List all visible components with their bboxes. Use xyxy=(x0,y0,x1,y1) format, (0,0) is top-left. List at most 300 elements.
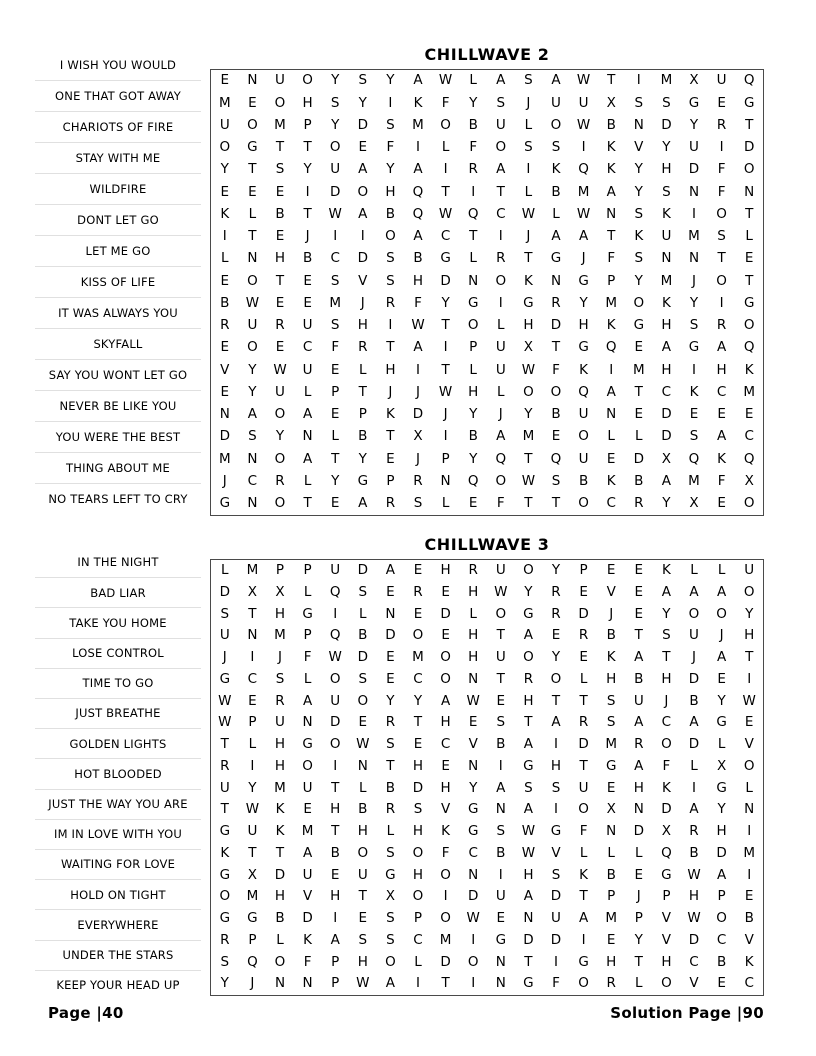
grid-cell: P xyxy=(303,562,312,579)
grid-cell: C xyxy=(247,472,258,489)
grid-cell: I xyxy=(416,361,420,378)
grid-cell: Y xyxy=(220,975,229,992)
grid-cell: A xyxy=(661,472,672,489)
grid-cell: I xyxy=(581,931,586,948)
grid-cell: E xyxy=(413,736,423,753)
grid-cell: N xyxy=(247,450,258,467)
grid-cell: O xyxy=(329,670,341,687)
grid-cell: E xyxy=(551,627,561,644)
grid-cell: A xyxy=(523,801,534,818)
grid-cell: S xyxy=(358,931,368,948)
grid-cell: U xyxy=(219,779,230,796)
grid-cell: E xyxy=(330,495,340,512)
grid-cell: E xyxy=(386,450,395,467)
grid-cell: E xyxy=(717,670,726,687)
grid-cell: K xyxy=(606,317,616,334)
grid-cell: T xyxy=(386,428,395,445)
grid-cell: G xyxy=(523,294,534,311)
grid-cell: M xyxy=(660,72,673,89)
grid-cell: H xyxy=(744,627,755,644)
grid-cell: M xyxy=(522,428,535,445)
grid-cell: S xyxy=(275,161,285,178)
grid-cell: I xyxy=(498,866,503,883)
grid-cell: M xyxy=(605,736,618,753)
grid-cell: L xyxy=(717,562,726,579)
grid-cell: H xyxy=(661,317,672,334)
grid-cell: N xyxy=(744,183,755,200)
grid-cell: E xyxy=(220,383,230,400)
grid-cell: N xyxy=(247,627,258,644)
grid-cell: X xyxy=(661,823,672,840)
grid-cell: O xyxy=(495,472,507,489)
grid-cell: S xyxy=(551,866,561,883)
grid-cell: S xyxy=(386,910,395,927)
grid-cell: D xyxy=(550,317,562,334)
grid-cell: D xyxy=(688,670,700,687)
grid-cell: S xyxy=(689,317,699,334)
word-list-item: IT WAS ALWAYS YOU xyxy=(35,297,201,328)
grid-cell: T xyxy=(303,495,312,512)
grid-cell: E xyxy=(744,250,754,267)
grid-cell: U xyxy=(302,866,313,883)
grid-cell: H xyxy=(357,823,368,840)
grid-cell: G xyxy=(605,757,617,774)
grid-cell: S xyxy=(662,94,671,111)
grid-cell: F xyxy=(717,472,726,489)
grid-cell: H xyxy=(468,583,479,600)
grid-cell: W xyxy=(273,361,287,378)
grid-cell: E xyxy=(220,339,230,356)
puzzle-title: CHILLWAVE 3 xyxy=(424,535,550,554)
grid-cell: U xyxy=(578,450,589,467)
grid-cell: Y xyxy=(662,495,671,512)
grid-cell: G xyxy=(467,823,479,840)
grid-cell: Y xyxy=(662,605,671,622)
grid-cell: T xyxy=(745,649,754,666)
grid-cell: B xyxy=(689,692,699,709)
grid-cell: S xyxy=(330,272,340,289)
grid-cell: G xyxy=(495,931,507,948)
grid-cell: A xyxy=(578,910,589,927)
grid-cell: J xyxy=(360,294,365,311)
grid-cell: V xyxy=(661,910,672,927)
grid-cell: E xyxy=(468,495,478,512)
grid-cell: A xyxy=(385,975,396,992)
word-list-item: CHARIOTS OF FIRE xyxy=(35,111,201,142)
grid-cell: H xyxy=(440,562,451,579)
grid-cell: M xyxy=(439,931,452,948)
grid-cell: T xyxy=(303,139,312,156)
grid-cell: O xyxy=(440,649,451,666)
grid-cell: M xyxy=(660,272,673,289)
grid-cell: T xyxy=(331,450,340,467)
grid-cell: L xyxy=(717,736,726,753)
grid-cell: D xyxy=(661,116,672,133)
grid-cell: I xyxy=(250,757,255,774)
grid-cell: S xyxy=(662,183,671,200)
grid-cell: J xyxy=(305,228,310,245)
grid-cell: M xyxy=(301,823,314,840)
grid-cell: C xyxy=(440,228,451,245)
grid-cell: B xyxy=(358,801,368,818)
grid-cell: G xyxy=(716,714,727,731)
grid-cell: T xyxy=(220,801,229,818)
grid-cell: K xyxy=(634,228,644,245)
grid-cell: L xyxy=(359,361,367,378)
word-list-item: SKYFALL xyxy=(35,328,201,359)
grid-cell: E xyxy=(496,692,506,709)
grid-cell: B xyxy=(551,183,561,200)
word-list-item: NO TEARS LEFT TO CRY xyxy=(35,483,201,514)
grid-cell: L xyxy=(221,562,229,579)
grid-cell: E xyxy=(220,72,230,89)
grid-cell: L xyxy=(745,779,753,796)
grid-cell: B xyxy=(606,627,616,644)
grid-cell: J xyxy=(416,383,420,400)
grid-cell: O xyxy=(440,866,451,883)
grid-cell: G xyxy=(357,472,369,489)
grid-cell: A xyxy=(413,339,423,356)
grid-cell: E xyxy=(634,406,644,423)
grid-cell: Y xyxy=(634,161,643,178)
grid-cell: O xyxy=(523,383,534,400)
grid-cell: K xyxy=(523,272,533,289)
grid-cell: A xyxy=(634,649,644,666)
grid-cell: T xyxy=(551,495,561,512)
grid-cell: A xyxy=(302,406,313,423)
grid-cell: L xyxy=(469,361,477,378)
grid-cell: R xyxy=(275,472,285,489)
grid-cell: D xyxy=(688,161,700,178)
grid-cell: G xyxy=(523,975,534,992)
word-list-chillwave-2 xyxy=(35,50,201,514)
grid-cell: D xyxy=(523,931,534,948)
grid-cell: R xyxy=(551,294,561,311)
grid-cell: N xyxy=(219,406,230,423)
grid-cell: I xyxy=(471,975,476,992)
grid-cell: A xyxy=(385,562,396,579)
grid-cell: O xyxy=(495,272,507,289)
grid-cell: T xyxy=(413,714,423,731)
grid-cell: K xyxy=(661,294,671,311)
grid-cell: P xyxy=(331,953,340,970)
grid-cell: Y xyxy=(551,649,561,666)
grid-cell: I xyxy=(498,294,503,311)
grid-cell: V xyxy=(468,736,478,753)
grid-cell: I xyxy=(581,139,586,156)
grid-cell: C xyxy=(496,205,506,222)
grid-cell: C xyxy=(744,975,754,992)
grid-cell: W xyxy=(521,823,536,840)
grid-cell: A xyxy=(496,428,506,445)
grid-cell: H xyxy=(523,692,534,709)
grid-cell: B xyxy=(634,472,644,489)
grid-cell: Q xyxy=(495,450,507,467)
grid-cell: Q xyxy=(578,383,589,400)
grid-cell: D xyxy=(412,406,424,423)
grid-cell: O xyxy=(467,317,479,334)
grid-cell: C xyxy=(247,670,258,687)
grid-cell: E xyxy=(248,183,257,200)
grid-cell: A xyxy=(523,888,534,905)
grid-cell: Y xyxy=(634,272,643,289)
word-list-item: YOU WERE THE BEST xyxy=(35,421,201,452)
grid-cell: H xyxy=(274,757,286,774)
grid-cell: P xyxy=(579,562,588,579)
grid-cell: C xyxy=(468,844,478,861)
grid-cell: S xyxy=(358,583,368,600)
grid-cell: R xyxy=(551,605,561,622)
grid-cell: P xyxy=(331,383,340,400)
grid-cell: T xyxy=(607,72,616,89)
grid-cell: M xyxy=(743,383,756,400)
grid-cell: J xyxy=(692,272,696,289)
grid-cell: P xyxy=(303,116,312,133)
grid-cell: T xyxy=(358,383,367,400)
grid-cell: T xyxy=(524,495,533,512)
grid-cell: G xyxy=(219,495,231,512)
grid-cell: E xyxy=(275,183,285,200)
grid-cell: X xyxy=(661,450,672,467)
grid-cell: O xyxy=(523,562,534,579)
grid-cell: D xyxy=(274,866,286,883)
grid-cell: G xyxy=(302,736,313,753)
grid-cell: O xyxy=(274,94,286,111)
grid-cell: K xyxy=(579,866,589,883)
grid-cell: L xyxy=(524,116,533,133)
grid-cell: I xyxy=(719,294,724,311)
grid-cell: T xyxy=(275,844,285,861)
grid-cell: C xyxy=(606,495,616,512)
grid-cell: A xyxy=(413,72,423,89)
grid-cell: S xyxy=(634,205,644,222)
grid-cell: O xyxy=(743,583,755,600)
grid-cell: M xyxy=(218,94,231,111)
grid-cell: T xyxy=(441,317,450,334)
grid-cell: I xyxy=(360,228,365,245)
grid-cell: G xyxy=(467,294,479,311)
grid-cell: I xyxy=(443,428,448,445)
grid-cell: O xyxy=(743,161,755,178)
grid-cell: V xyxy=(634,139,644,156)
grid-cell: T xyxy=(634,383,643,400)
grid-cell: J xyxy=(222,649,227,666)
grid-cell: G xyxy=(302,605,313,622)
grid-cell: E xyxy=(468,714,478,731)
grid-cell: I xyxy=(416,139,420,156)
grid-cell: B xyxy=(496,736,506,753)
grid-cell: Y xyxy=(441,294,450,311)
grid-cell: W xyxy=(411,317,425,334)
grid-cell: S xyxy=(386,116,395,133)
grid-cell: E xyxy=(606,931,616,948)
grid-cell: O xyxy=(329,736,341,753)
letter-grid-chillwave-2 xyxy=(210,69,764,516)
grid-cell: X xyxy=(606,94,616,111)
grid-cell: E xyxy=(441,627,450,644)
grid-cell: S xyxy=(551,472,561,489)
grid-cell: I xyxy=(416,975,420,992)
grid-cell: H xyxy=(606,953,617,970)
grid-cell: N xyxy=(495,801,506,818)
grid-cell: E xyxy=(744,714,754,731)
grid-cell: L xyxy=(248,205,257,222)
word-list-item: UNDER THE STARS xyxy=(35,940,201,970)
grid-cell: O xyxy=(357,183,369,200)
grid-cell: W xyxy=(328,205,342,222)
grid-cell: S xyxy=(634,94,644,111)
grid-cell: I xyxy=(333,228,338,245)
grid-cell: N xyxy=(606,406,617,423)
grid-cell: W xyxy=(576,205,591,222)
grid-cell: H xyxy=(357,953,368,970)
grid-cell: U xyxy=(275,714,285,731)
grid-cell: P xyxy=(413,910,423,927)
grid-cell: T xyxy=(441,361,450,378)
grid-cell: S xyxy=(634,250,644,267)
grid-cell: R xyxy=(551,583,561,600)
grid-cell: E xyxy=(275,339,285,356)
grid-cell: O xyxy=(302,757,313,774)
grid-cell: K xyxy=(744,953,754,970)
grid-cell: H xyxy=(302,94,313,111)
grid-cell: D xyxy=(357,649,368,666)
grid-cell: S xyxy=(220,605,230,622)
grid-cell: G xyxy=(550,250,562,267)
grid-cell: U xyxy=(357,866,368,883)
grid-cell: U xyxy=(330,692,341,709)
grid-cell: T xyxy=(275,272,285,289)
grid-cell: H xyxy=(716,823,727,840)
grid-cell: D xyxy=(440,605,451,622)
grid-cell: T xyxy=(441,183,450,200)
grid-cell: O xyxy=(578,495,589,512)
grid-cell: U xyxy=(247,317,258,334)
grid-cell: F xyxy=(552,361,560,378)
grid-cell: U xyxy=(495,888,506,905)
word-list-item: IN THE NIGHT xyxy=(77,555,159,570)
grid-cell: L xyxy=(635,428,643,445)
grid-cell: B xyxy=(330,844,340,861)
grid-cell: M xyxy=(688,228,700,245)
grid-cell: N xyxy=(606,205,617,222)
grid-cell: A xyxy=(496,779,506,796)
grid-cell: E xyxy=(248,692,257,709)
grid-cell: R xyxy=(413,472,423,489)
grid-cell: T xyxy=(248,605,257,622)
grid-cell: D xyxy=(661,428,672,445)
grid-cell: V xyxy=(689,975,699,992)
grid-cell: O xyxy=(247,116,258,133)
grid-cell: D xyxy=(467,888,479,905)
grid-cell: V xyxy=(744,931,754,948)
grid-cell: Y xyxy=(358,94,367,111)
grid-cell: L xyxy=(359,605,367,622)
word-list-item: HOLD ON TIGHT xyxy=(35,879,201,909)
grid-cell: T xyxy=(634,627,643,644)
grid-cell: Y xyxy=(689,294,699,311)
grid-cell: O xyxy=(743,495,755,512)
grid-cell: U xyxy=(661,228,672,245)
grid-cell: O xyxy=(633,294,645,311)
grid-cell: L xyxy=(414,953,422,970)
grid-cell: Q xyxy=(743,450,755,467)
grid-cell: L xyxy=(579,844,588,861)
puzzle-section-chillwave-2 xyxy=(210,45,764,516)
grid-cell: P xyxy=(275,562,285,579)
grid-cell: G xyxy=(661,866,672,883)
grid-cell: D xyxy=(219,583,230,600)
grid-cell: S xyxy=(386,844,395,861)
grid-cell: S xyxy=(524,72,533,89)
grid-cell: R xyxy=(385,714,396,731)
grid-cell: W xyxy=(466,910,480,927)
grid-cell: C xyxy=(661,383,672,400)
grid-cell: A xyxy=(661,583,672,600)
grid-cell: R xyxy=(634,495,644,512)
grid-cell: D xyxy=(302,910,313,927)
grid-cell: C xyxy=(302,339,313,356)
grid-cell: H xyxy=(661,161,672,178)
grid-cell: Y xyxy=(331,472,340,489)
grid-cell: A xyxy=(358,205,368,222)
grid-cell: F xyxy=(662,757,671,774)
grid-cell: L xyxy=(303,670,312,687)
grid-cell: H xyxy=(440,714,451,731)
grid-cell: L xyxy=(441,139,450,156)
word-list-item: KISS OF LIFE xyxy=(35,266,201,297)
word-list-item: JUST BREATHE xyxy=(35,698,201,728)
grid-cell: B xyxy=(302,250,313,267)
grid-cell: T xyxy=(524,953,533,970)
grid-cell: W xyxy=(438,72,453,89)
grid-cell: L xyxy=(221,250,229,267)
grid-cell: X xyxy=(247,866,258,883)
grid-cell: D xyxy=(661,406,672,423)
grid-cell: B xyxy=(413,250,423,267)
grid-cell: E xyxy=(606,562,616,579)
word-list-item: STAY WITH ME xyxy=(35,142,201,173)
grid-cell: N xyxy=(302,714,313,731)
grid-cell: E xyxy=(579,583,588,600)
grid-cell: E xyxy=(689,406,699,423)
grid-cell: O xyxy=(357,844,369,861)
grid-cell: X xyxy=(744,472,754,489)
grid-cell: A xyxy=(551,228,561,245)
grid-cell: T xyxy=(331,823,340,840)
word-list-item: WAITING FOR LOVE xyxy=(35,849,201,879)
grid-cell: N xyxy=(468,866,479,883)
grid-cell: L xyxy=(303,383,312,400)
grid-cell: S xyxy=(386,272,395,289)
grid-cell: J xyxy=(526,94,531,111)
grid-cell: A xyxy=(716,649,727,666)
grid-cell: R xyxy=(578,627,589,644)
grid-cell: Q xyxy=(467,205,479,222)
grid-cell: R xyxy=(385,801,396,818)
grid-cell: I xyxy=(747,823,752,840)
grid-cell: Q xyxy=(467,472,479,489)
grid-cell: O xyxy=(743,317,755,334)
grid-cell: N xyxy=(247,250,258,267)
word-list-item: NEVER BE LIKE YOU xyxy=(35,390,201,421)
grid-cell: A xyxy=(330,931,340,948)
grid-cell: M xyxy=(246,562,259,579)
grid-cell: D xyxy=(578,736,589,753)
grid-cell: H xyxy=(385,183,396,200)
grid-cell: K xyxy=(551,161,561,178)
grid-cell: G xyxy=(633,317,645,334)
